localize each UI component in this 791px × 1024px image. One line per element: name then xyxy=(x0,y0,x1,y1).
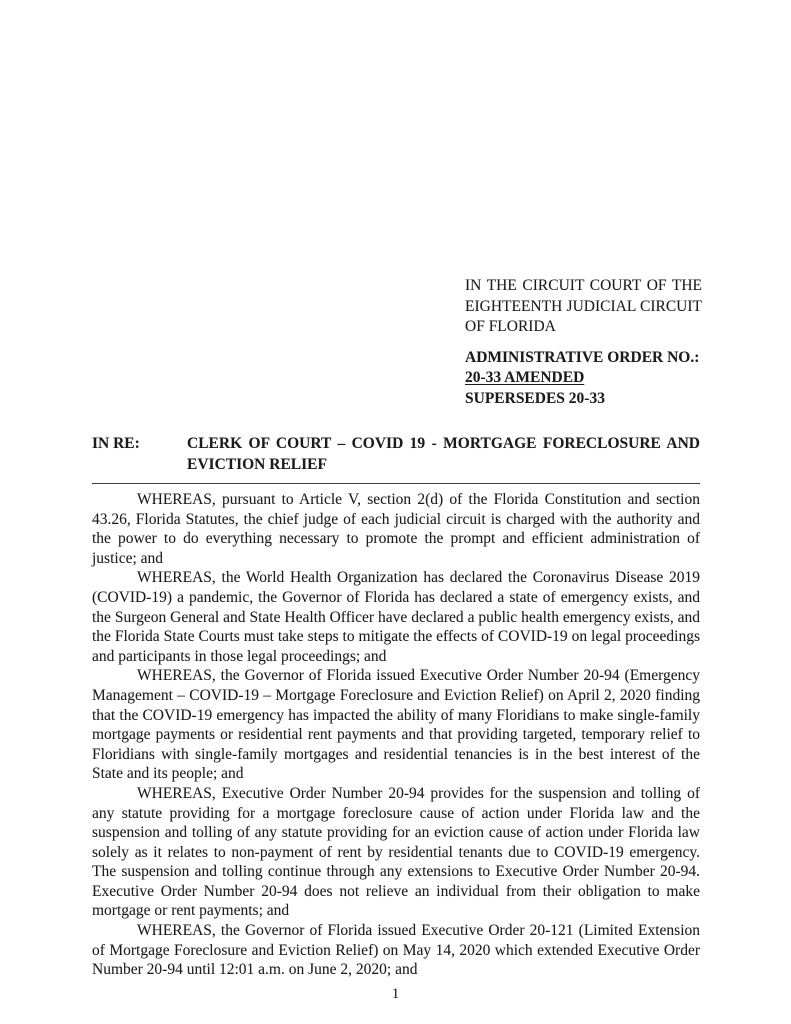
supersedes-line: SUPERSEDES 20-33 xyxy=(465,389,605,407)
court-caption-block xyxy=(465,276,702,410)
whereas-paragraph-1: WHEREAS, pursuant to Article V, section 2(d) of the Florida Constitution and section 43.26, Florida Statutes, the chief judge of each judicial circuit is charged with the authority and the power to do everything necessary to promote the prompt and efficient administration of justice; and xyxy=(92,491,700,567)
section-divider xyxy=(92,483,700,484)
page-number: 1 xyxy=(391,986,400,1002)
whereas-paragraph-2: WHEREAS, the World Health Organization has declared the Coronavirus Disease 2019 (COVID-19) a pandemic, the Governor of Florida has declared a state of emergency exists, and the Surgeon General and State Health Officer have declared a public health emergency exists, and the Florida State Courts must take steps to mitigate the effects of COVID-19 on legal proceedings and participants in those legal proceedings; and xyxy=(92,569,700,665)
in-re-line xyxy=(92,434,700,475)
whereas-paragraph-5: WHEREAS, the Governor of Florida issued Executive Order 20-121 (Limited Extension of Mortgage Foreclosure and Eviction Relief) on May 14, 2020 which extended Executive Order Number 20-94 until 12:01 a.m. on June 2, 2020; and xyxy=(92,922,700,979)
court-name: IN THE CIRCUIT COURT OF THE EIGHTEENTH JUDICIAL CIRCUIT OF FLORIDA xyxy=(465,277,702,336)
in-re-label: IN RE: xyxy=(92,435,140,452)
whereas-paragraph-3: WHEREAS, the Governor of Florida issued Executive Order Number 20-94 (Emergency Management – COVID-19 – Mortgage Foreclosure and Eviction Relief) on April 2, 2020 finding that the COVID-19 emergency has impacted the ability of many Floridians to make single-family mortgage payments or residential rent payments and that providing targeted, temporary relief to Floridians with single-family mortgages and residential tenancies is in the best interest of the State and its people; and xyxy=(92,667,700,783)
admin-order-label: ADMINISTRATIVE ORDER NO.: xyxy=(465,348,700,366)
document-body xyxy=(92,490,700,980)
in-re-subject: CLERK OF COURT – COVID 19 - MORTGAGE FORECLOSURE AND EVICTION RELIEF xyxy=(187,435,700,473)
admin-order-number: 20-33 AMENDED xyxy=(465,369,585,387)
whereas-paragraph-4: WHEREAS, Executive Order Number 20-94 provides for the suspension and tolling of any statute providing for a mortgage foreclosure cause of action under Florida law and the suspension and tolling of any statute providing for an eviction cause of action under Florida law solely as it relates to non-payment of rent by residential tenants due to COVID-19 emergency. The suspension and tolling continue through any extensions to Executive Order Number 20-94. Executive Order Number 20-94 does not relieve an individual from their obligation to make mortgage or rent payments; and xyxy=(92,784,700,920)
admin-order-block xyxy=(465,348,702,410)
